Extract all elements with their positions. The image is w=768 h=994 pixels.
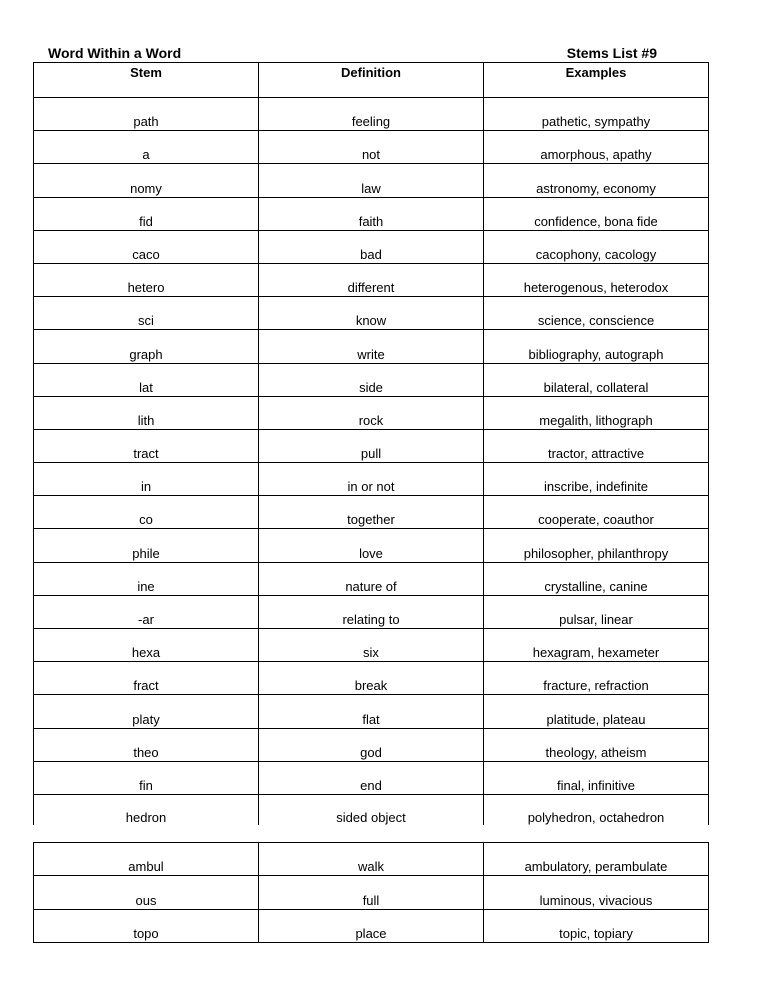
stem-cell: -ar	[34, 595, 259, 628]
definition-cell: god	[259, 728, 484, 761]
table-row	[34, 429, 709, 462]
column-header-stem: Stem	[34, 63, 259, 98]
table-row	[34, 876, 709, 909]
column-header-examples: Examples	[484, 63, 709, 98]
table-row	[34, 529, 709, 562]
list-number: Stems List #9	[566, 45, 657, 61]
stem-cell: caco	[34, 230, 259, 263]
definition-cell: nature of	[259, 562, 484, 595]
examples-cell: topic, topiary	[484, 909, 709, 942]
examples-cell: platitude, plateau	[484, 695, 709, 728]
definition-cell: break	[259, 662, 484, 695]
definition-cell: pull	[259, 429, 484, 462]
definition-cell: flat	[259, 695, 484, 728]
examples-cell: fracture, refraction	[484, 662, 709, 695]
examples-cell: inscribe, indefinite	[484, 463, 709, 496]
table-row	[34, 98, 709, 131]
worksheet-title: Word Within a Word	[48, 45, 182, 61]
stem-cell: fid	[34, 197, 259, 230]
definition-cell: not	[259, 131, 484, 164]
table-row	[34, 595, 709, 628]
stem-cell: nomy	[34, 164, 259, 197]
table-row	[34, 330, 709, 363]
stem-cell: topo	[34, 909, 259, 942]
definition-cell: law	[259, 164, 484, 197]
definition-cell: different	[259, 263, 484, 296]
stem-cell: platy	[34, 695, 259, 728]
examples-cell: megalith, lithograph	[484, 396, 709, 429]
table-row	[34, 662, 709, 695]
stem-cell: co	[34, 496, 259, 529]
examples-cell: tractor, attractive	[484, 429, 709, 462]
stem-cell: sci	[34, 297, 259, 330]
examples-cell: ambulatory, perambulate	[484, 843, 709, 876]
table-row	[34, 230, 709, 263]
table-row	[34, 695, 709, 728]
table-row	[34, 843, 709, 876]
table-row	[34, 297, 709, 330]
examples-cell: luminous, vivacious	[484, 876, 709, 909]
definition-cell: together	[259, 496, 484, 529]
definition-cell: end	[259, 761, 484, 794]
examples-cell: pathetic, sympathy	[484, 98, 709, 131]
examples-cell: heterogenous, heterodox	[484, 263, 709, 296]
table-row	[34, 794, 709, 825]
stem-cell: ambul	[34, 843, 259, 876]
stem-cell: ous	[34, 876, 259, 909]
table-row	[34, 909, 709, 942]
table-row	[34, 761, 709, 794]
examples-cell: astronomy, economy	[484, 164, 709, 197]
definition-cell: faith	[259, 197, 484, 230]
examples-cell: polyhedron, octahedron	[484, 794, 709, 825]
definition-cell: know	[259, 297, 484, 330]
header-row	[34, 63, 709, 98]
examples-cell: amorphous, apathy	[484, 131, 709, 164]
stem-cell: hexa	[34, 629, 259, 662]
definition-cell: relating to	[259, 595, 484, 628]
table-row	[34, 396, 709, 429]
definition-cell: sided object	[259, 794, 484, 825]
definition-cell: six	[259, 629, 484, 662]
table-row	[34, 263, 709, 296]
stem-cell: phile	[34, 529, 259, 562]
stem-cell: in	[34, 463, 259, 496]
definition-cell: walk	[259, 843, 484, 876]
examples-cell: confidence, bona fide	[484, 197, 709, 230]
definition-cell: place	[259, 909, 484, 942]
definition-cell: in or not	[259, 463, 484, 496]
table-row	[34, 164, 709, 197]
stem-cell: path	[34, 98, 259, 131]
definition-cell: full	[259, 876, 484, 909]
table-row	[34, 496, 709, 529]
stem-cell: lat	[34, 363, 259, 396]
stem-cell: lith	[34, 396, 259, 429]
table-row	[34, 197, 709, 230]
examples-cell: philosopher, philanthropy	[484, 529, 709, 562]
column-header-definition: Definition	[259, 63, 484, 98]
definition-cell: write	[259, 330, 484, 363]
stems-table-continued	[33, 842, 709, 943]
stem-cell: fin	[34, 761, 259, 794]
examples-cell: bilateral, collateral	[484, 363, 709, 396]
examples-cell: theology, atheism	[484, 728, 709, 761]
stem-cell: fract	[34, 662, 259, 695]
table-row	[34, 562, 709, 595]
examples-cell: cooperate, coauthor	[484, 496, 709, 529]
definition-cell: side	[259, 363, 484, 396]
stem-cell: ine	[34, 562, 259, 595]
examples-cell: bibliography, autograph	[484, 330, 709, 363]
stem-cell: hetero	[34, 263, 259, 296]
definition-cell: rock	[259, 396, 484, 429]
examples-cell: hexagram, hexameter	[484, 629, 709, 662]
examples-cell: crystalline, canine	[484, 562, 709, 595]
stems-table	[33, 62, 709, 825]
table-row	[34, 131, 709, 164]
examples-cell: final, infinitive	[484, 761, 709, 794]
table-row	[34, 629, 709, 662]
examples-cell: science, conscience	[484, 297, 709, 330]
table-row	[34, 363, 709, 396]
stem-cell: theo	[34, 728, 259, 761]
table-row	[34, 728, 709, 761]
examples-cell: cacophony, cacology	[484, 230, 709, 263]
definition-cell: bad	[259, 230, 484, 263]
table-row	[34, 463, 709, 496]
stem-cell: tract	[34, 429, 259, 462]
examples-cell: pulsar, linear	[484, 595, 709, 628]
stem-cell: graph	[34, 330, 259, 363]
stem-cell: a	[34, 131, 259, 164]
stem-cell: hedron	[34, 794, 259, 825]
definition-cell: feeling	[259, 98, 484, 131]
definition-cell: love	[259, 529, 484, 562]
